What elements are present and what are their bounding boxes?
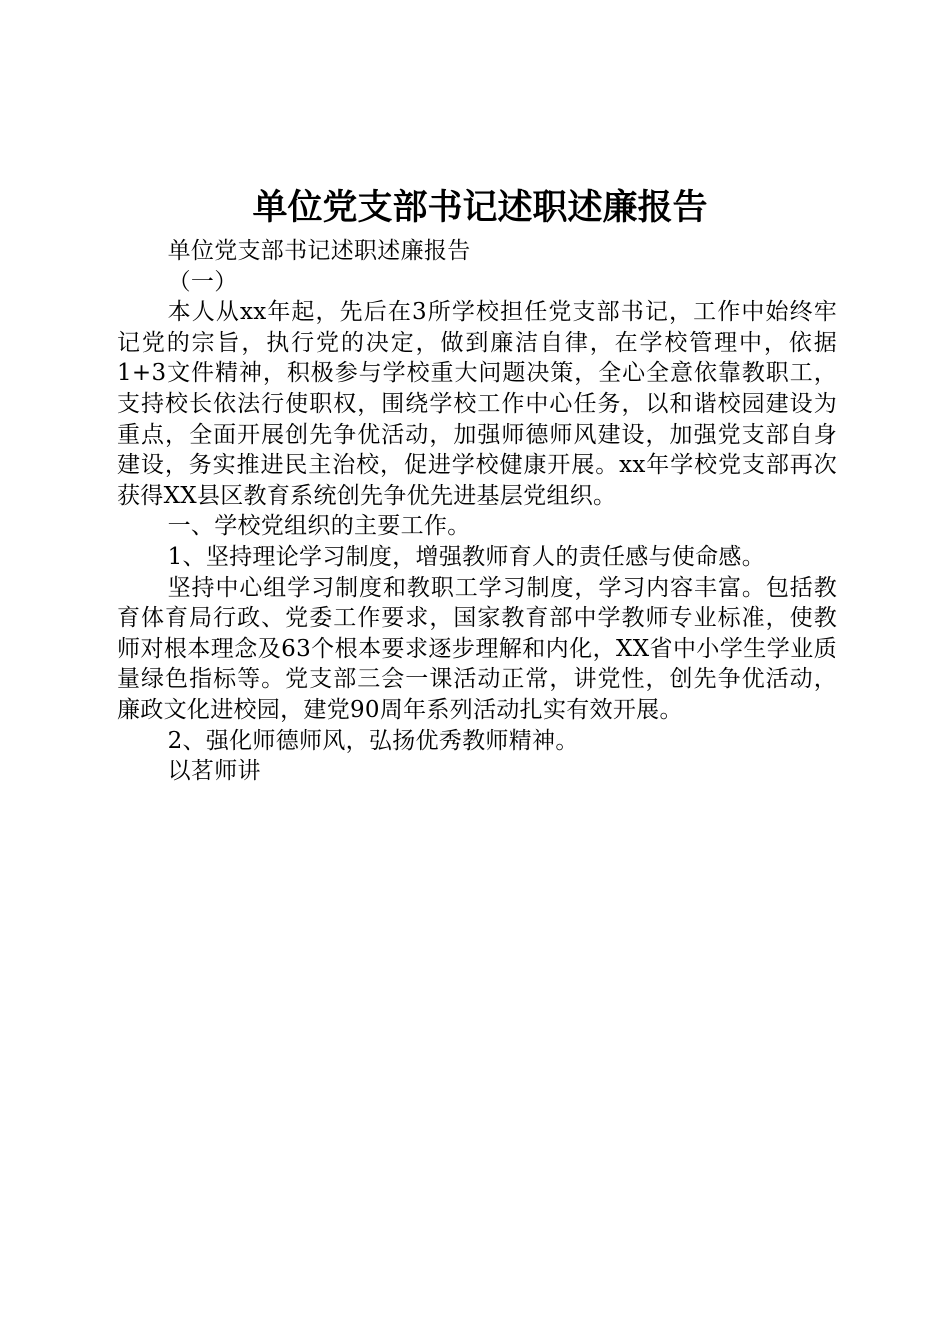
paragraph-intro: 本人从xx年起，先后在3所学校担任党支部书记，工作中始终牢记党的宗旨，执行党的决定，做到廉洁自律，在学校管理中，依据1+3文件精神，积极参与学校重大问题决策，全心全意依靠教职工，支持校长依法行使职权，围绕学校工作中心任务，以和谐校园建设为重点，全面开展创先争优活动，加强师德师风建设，加强党支部自身建设，务实推进民主治校，促进学校健康开展。xx年学校党支部再次获得XX县区教育系统创先争优先进基层党组织。 xyxy=(117,299,837,509)
paragraph-subheading-2: 2、强化师德师风，弘扬优秀教师精神。 xyxy=(167,727,579,754)
paragraph-truncated: 以茗师讲 xyxy=(167,758,261,785)
paragraph-study-system: 坚持中心组学习制度和教职工学习制度，学习内容丰富。包括教育体育局行政、党委工作要求，国家教育部中学教师专业标准，使教师对根本理念及63个根本要求逐步理解和内化，XX省中小学生学业质量绿色指标等。党支部三会一课活动正常，讲党性，创先争优活动，廉政文化进校园，建党90周年系列活动扎实有效开展。 xyxy=(117,574,837,723)
document-title: 单位党支部书记述职述廉报告 xyxy=(252,187,708,228)
paragraph-subheading-1: 1、坚持理论学习制度，增强教师育人的责任感与使命感。 xyxy=(167,543,766,570)
paragraph-heading-1: 一、学校党组织的主要工作。 xyxy=(167,513,471,540)
paragraph-section-marker: （一） xyxy=(167,268,238,295)
paragraph-subtitle: 单位党支部书记述职述廉报告 xyxy=(167,238,471,264)
document-body xyxy=(117,236,837,787)
